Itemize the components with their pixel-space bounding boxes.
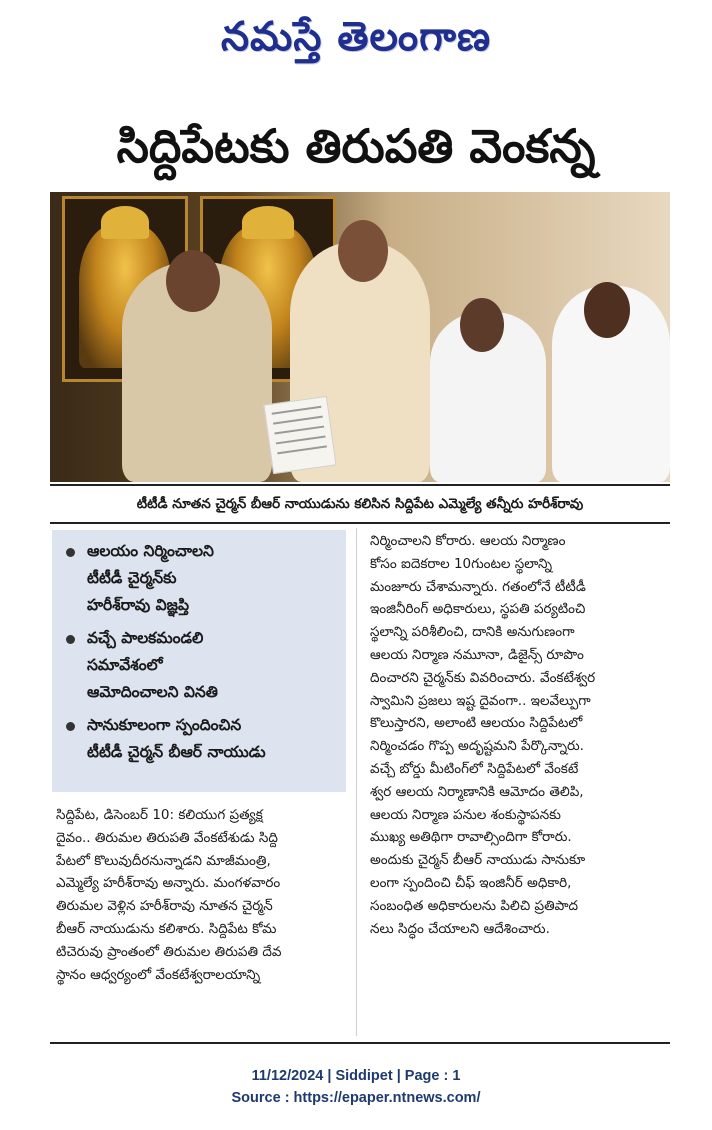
bullet-icon — [66, 722, 75, 731]
body-line: తిరుమల వెళ్లిన హరీశ్‌రావు నూతన చైర్మన్ — [56, 898, 273, 915]
body-line: కొలుస్తారని, అలాంటి ఆలయం సిద్దిపేటలో — [370, 715, 583, 732]
body-line: కోసం ఐదెకరాల 10గుంటల స్థలాన్ని — [370, 555, 553, 572]
body-line: శ్వర ఆలయ నిర్మాణానికి ఆమోదం తెలిపి, — [370, 783, 584, 800]
body-line: స్వామిని ప్రజలు ఇష్ట దైవంగా.. ఇలవేల్పుగా — [370, 692, 591, 709]
body-line: టిచెరువు ప్రాంతంలో తిరుమల తిరుపతి దేవ — [56, 943, 282, 960]
article-bottom-rule — [50, 1042, 670, 1044]
column-divider — [356, 528, 357, 1036]
body-line: బీఆర్ నాయుడును కలిశారు. సిద్దిపేట కోమ — [56, 920, 277, 937]
footer-source: Source : https://epaper.ntnews.com/ — [231, 1090, 481, 1106]
highlights-box — [52, 530, 346, 792]
body-line: సిద్దిపేట, డిసెంబర్ 10: కలియుగ ప్రత్యక్ష — [56, 807, 263, 823]
body-line: వచ్చే బోర్డు మీటింగ్‌లో సిద్దిపేటలో వేంకటే — [370, 760, 579, 777]
body-line: లంగా స్పందించి చీఫ్ ఇంజినీర్ అధికారి, — [370, 874, 572, 891]
article-headline: సిద్దిపేటకు తిరుపతి వెంకన్న — [116, 119, 596, 173]
body-line: నిర్మించాలని కోరారు. ఆలయ నిర్మాణం — [370, 533, 566, 549]
body-line: దించారని చైర్మన్‌కు వివరించారు. వేంకటేశ్వర — [370, 669, 596, 686]
bullet-icon — [66, 635, 75, 644]
body-line: ఆలయ నిర్మాణ పనుల శంకుస్థాపనకు — [370, 806, 561, 823]
body-line: ఇంజినీరింగ్ అధికారులు, స్థపతి పర్యటించి — [370, 601, 586, 618]
newspaper-masthead — [0, 6, 712, 68]
body-line: ఎమ్మెల్యే హరీశ్‌రావు అన్నారు. మంగళవారం — [56, 875, 281, 892]
body-line: అందుకు చైర్మన్ బీఆర్ నాయుడు సానుకూ — [370, 852, 586, 869]
highlight-item: ఆలయం నిర్మించాలని టీటీడీ చైర్మన్‌కు హరీశ్‌రావు విజ్ఞప్తి — [66, 538, 340, 619]
highlight-item: సానుకూలంగా స్పందించిన టీటీడీ చైర్మన్ బీఆర్ నాయుడు — [66, 712, 340, 766]
highlight-item: వచ్చే పాలకమండలి సమావేశంలో ఆమోదించాలని వినతి — [66, 625, 340, 706]
petition-letter — [263, 396, 336, 474]
body-line: నిర్మించడం గొప్ప అదృష్టమని పేర్కొన్నారు. — [370, 738, 584, 755]
body-line: సంబంధిత అధికారులను పిలిచి ప్రతిపాద — [370, 897, 579, 914]
photo-caption: టీటీడీ నూతన చైర్మన్ బీఆర్ నాయుడును కలిసిన సిద్దిపేట ఎమ్మెల్యే తన్నీరు హరీశ్‌రావు — [50, 484, 670, 524]
body-line: ఆలయ నిర్మాణ నమూనా, డిజైన్స్ రూపొం — [370, 646, 584, 663]
masthead-title: నమస్తే తెలంగాణ — [220, 13, 492, 60]
body-line: నలు సిద్ధం చేయాలని ఆదేశించారు. — [370, 920, 550, 937]
footer-date-edition: 11/12/2024 | Siddipet | Page : 1 — [251, 1068, 461, 1084]
article-body-left — [56, 804, 344, 986]
body-line: పేటలో కొలువుదీరనున్నాడని మాజీమంత్రి, — [56, 852, 271, 869]
body-line: స్థలాన్ని పరిశీలించి, దానికి అనుగుణంగా — [370, 624, 575, 641]
body-line: ముఖ్య అతిథిగా రావాల్సిందిగా కోరారు. — [370, 829, 572, 846]
bullet-icon — [66, 548, 75, 557]
article-photo — [50, 192, 670, 482]
body-line: దైవం.. తిరుమల తిరుపతి వేంకటేశుడు సిద్ది — [56, 829, 278, 846]
article-body-right — [370, 530, 672, 940]
body-line: స్థానం ఆధ్వర్యంలో వేంకటేశ్వరాలయాన్ని — [56, 966, 261, 983]
body-line: మంజూరు చేశామన్నారు. గతంలోనే టీటీడీ — [370, 578, 586, 595]
